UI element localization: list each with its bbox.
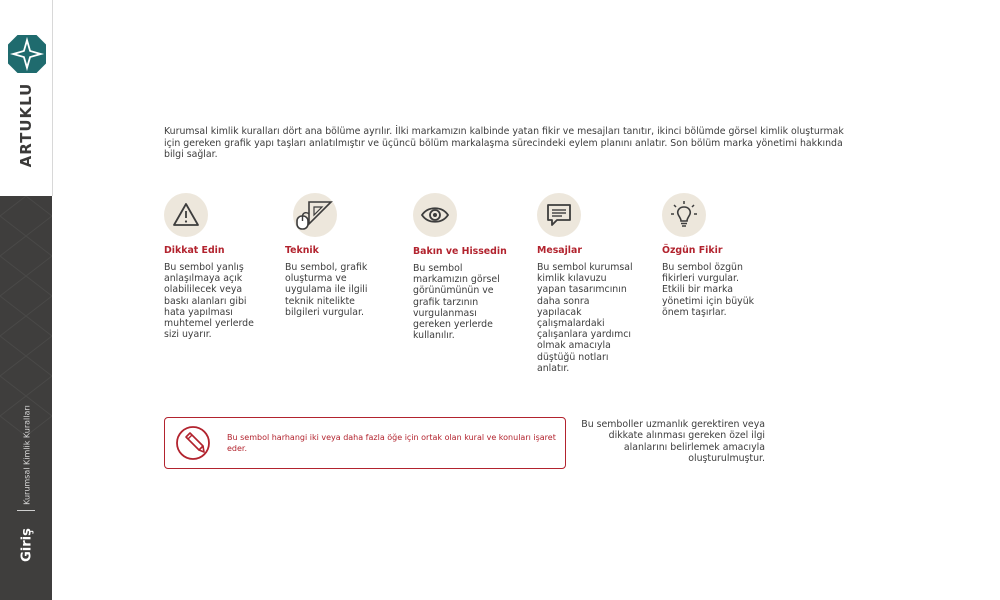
icon-circle: [164, 193, 208, 237]
symbol-title: Özgün Fikir: [662, 245, 723, 256]
symbol-description: Bu sembol kurumsal kimlik kılavuzu yapan tasarımcının daha sonra yapılacak çalışmalardaki çalışanlara yardımcı olmak amacıyla düştüğü notları anlatır.: [537, 262, 633, 374]
note-text: Bu sembol harhangi iki veya daha fazla öğe için ortak olan kural ve konuları işaret eder.: [227, 433, 556, 453]
technical-tools-icon: [295, 198, 335, 232]
side-note: Bu semboller uzmanlık gerektiren veya dikkate alınması gereken özel ilgi alanlarını belirlemek amacıyla oluşturulmuştur.: [581, 419, 765, 465]
symbol-messages: [537, 193, 653, 374]
icon-circle: [662, 193, 706, 237]
icon-circle: [537, 193, 581, 237]
artuklu-logo-icon: [8, 35, 46, 73]
section-divider: [17, 510, 35, 511]
symbol-description: Bu sembol yanlış anlaşılmaya açık olabililecek veya baskı alanları gibi hata yapılması muhtemel yerlerde sizi uyarır.: [164, 262, 254, 341]
symbol-description: Bu sembol özgün fikirleri vurgular. Etkili bir marka yönetimi için büyük önem taşırlar.: [662, 262, 755, 318]
symbol-title: Mesajlar: [537, 245, 582, 256]
section-label: Kurumsal Kimlik Kuralları: [22, 405, 32, 505]
icon-circle: [413, 193, 457, 237]
symbol-title: Bakın ve Hissedin: [413, 246, 507, 257]
message-icon: [545, 202, 573, 228]
section-title: Giriş: [19, 528, 35, 562]
symbol-technical: [285, 193, 401, 318]
icon-circle: [293, 193, 337, 237]
sidebar-brand-area: [0, 0, 53, 196]
symbol-original-idea: [662, 193, 778, 318]
symbol-warning: [164, 193, 280, 340]
symbol-look-feel: [413, 193, 529, 341]
brand-name: ARTUKLU: [17, 82, 35, 168]
symbol-title: Teknik: [285, 245, 319, 256]
intro-paragraph: Kurumsal kimlik kuralları dört ana bölüme ayrılır. İlki markamızın kalbinde yatan fikir ve mesajları tanıtır, ikinci bölümde görsel kimlik oluşturmak için gereken grafik yapı taşları anlatılmıştır ve üçüncü bölüm markalaşma sürecindeki eylem planını anlatır. Son bölüm marka yönetimi hakkında bilgi sağlar.: [164, 126, 844, 161]
eye-icon: [420, 205, 450, 225]
lightbulb-icon: [669, 200, 699, 230]
symbol-description: Bu sembol, grafik oluşturma ve uygulama ile ilgili teknik nitelikte bilgileri vurgular.: [285, 262, 368, 318]
warning-triangle-icon: [172, 202, 200, 228]
note-box: [164, 417, 566, 469]
symbol-title: Dikkat Edin: [164, 245, 225, 256]
symbol-description: Bu sembol markamızın görsel görünümünün ve grafik tarzının vurgulanması gereken yerlerde kullanılır.: [413, 263, 500, 342]
pencil-icon: [175, 425, 211, 461]
